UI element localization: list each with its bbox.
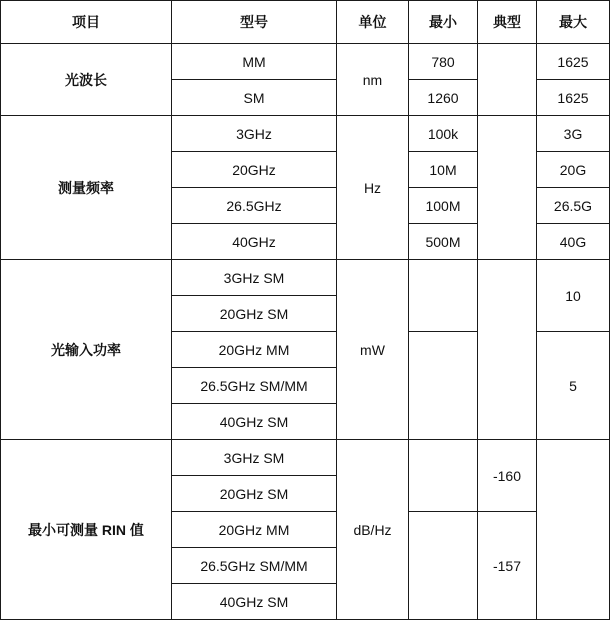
min-cell: 780 xyxy=(409,44,478,80)
min-cell: 10M xyxy=(409,152,478,188)
max-cell: 40G xyxy=(537,224,610,260)
model-cell: 26.5GHz SM/MM xyxy=(172,368,337,404)
max-cell xyxy=(537,440,610,620)
typical-cell xyxy=(478,260,537,440)
max-cell: 26.5G xyxy=(537,188,610,224)
model-cell: 26.5GHz SM/MM xyxy=(172,548,337,584)
rin-item: 最小可测量 RIN 值 xyxy=(1,440,172,620)
power-max-group2: 5 xyxy=(537,332,610,440)
model-cell: 26.5GHz xyxy=(172,188,337,224)
model-cell: 40GHz SM xyxy=(172,404,337,440)
header-unit: 单位 xyxy=(337,1,409,44)
header-row xyxy=(1,1,610,44)
model-cell: MM xyxy=(172,44,337,80)
table-row xyxy=(1,260,610,296)
header-model: 型号 xyxy=(172,1,337,44)
rin-typical-group1: -160 xyxy=(478,440,537,512)
min-cell: 100M xyxy=(409,188,478,224)
power-unit: mW xyxy=(337,260,409,440)
power-item: 光输入功率 xyxy=(1,260,172,440)
max-cell: 3G xyxy=(537,116,610,152)
wavelength-unit: nm xyxy=(337,44,409,116)
header-max: 最大 xyxy=(537,1,610,44)
max-cell: 1625 xyxy=(537,44,610,80)
header-typical: 典型 xyxy=(478,1,537,44)
model-cell: 3GHz xyxy=(172,116,337,152)
table-row xyxy=(1,440,610,476)
frequency-unit: Hz xyxy=(337,116,409,260)
max-cell: 1625 xyxy=(537,80,610,116)
model-cell: 40GHz xyxy=(172,224,337,260)
typical-cell xyxy=(478,44,537,116)
min-cell: 100k xyxy=(409,116,478,152)
table-row xyxy=(1,116,610,152)
rin-unit: dB/Hz xyxy=(337,440,409,620)
min-cell xyxy=(409,332,478,440)
min-cell: 1260 xyxy=(409,80,478,116)
typical-cell xyxy=(478,116,537,260)
min-cell xyxy=(409,512,478,620)
power-max-group1: 10 xyxy=(537,260,610,332)
rin-typical-group2: -157 xyxy=(478,512,537,620)
model-cell: 20GHz SM xyxy=(172,476,337,512)
max-cell: 20G xyxy=(537,152,610,188)
model-cell: SM xyxy=(172,80,337,116)
model-cell: 20GHz MM xyxy=(172,512,337,548)
min-cell: 500M xyxy=(409,224,478,260)
header-min: 最小 xyxy=(409,1,478,44)
model-cell: 20GHz xyxy=(172,152,337,188)
model-cell: 3GHz SM xyxy=(172,440,337,476)
model-cell: 3GHz SM xyxy=(172,260,337,296)
model-cell: 20GHz SM xyxy=(172,296,337,332)
wavelength-item: 光波长 xyxy=(1,44,172,116)
frequency-item: 测量频率 xyxy=(1,116,172,260)
model-cell: 40GHz SM xyxy=(172,584,337,620)
min-cell xyxy=(409,440,478,512)
model-cell: 20GHz MM xyxy=(172,332,337,368)
min-cell xyxy=(409,260,478,332)
table-row xyxy=(1,44,610,80)
header-item: 项目 xyxy=(1,1,172,44)
